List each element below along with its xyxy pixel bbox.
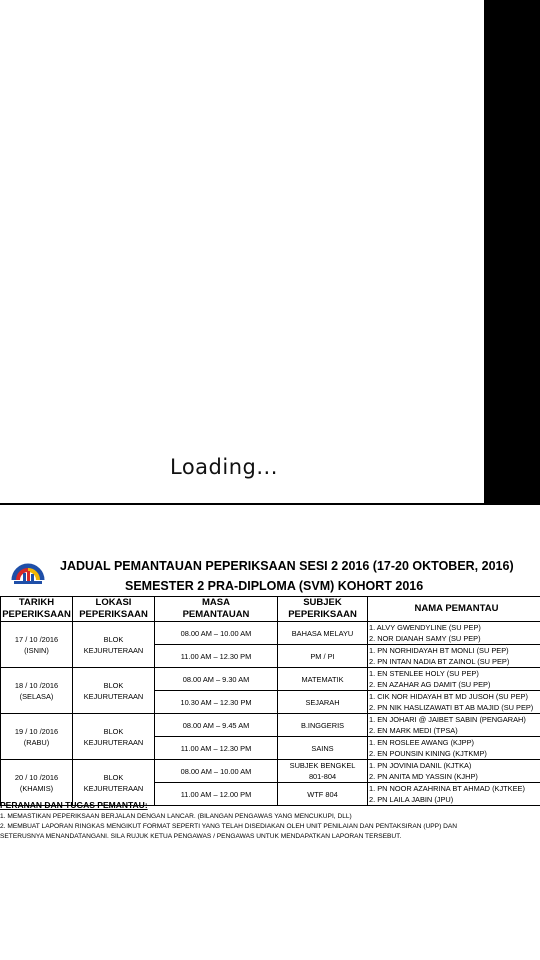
time-cell: 11.00 AM – 12.00 PM <box>155 783 278 806</box>
loading-text: Loading... <box>170 455 278 479</box>
date-cell: 18 / 10 /2016 (SELASA) <box>1 668 73 714</box>
duty-item: 2. MEMBUAT LAPORAN RINGKAS MENGIKUT FORMAT SEPERTI YANG TELAH DISEDIAKAN OLEH UNIT PENILAIAN DAN PENTAKSIRAN (UPP) DAN <box>0 823 458 830</box>
table-row <box>1 760 540 783</box>
table-row <box>1 622 540 645</box>
schedule-subtitle: SEMESTER 2 PRA-DIPLOMA (SVM) KOHORT 2016 <box>125 579 424 593</box>
monitor-cell: 1. EN JOHARI @ JAIBET SABIN (PENGARAH) 2. EN MARK MEDI (TPSA) <box>368 714 540 737</box>
schedule-title: JADUAL PEMANTAUAN PEPERIKSAAN SESI 2 2016 (17-20 OKTOBER, 2016) <box>60 559 514 573</box>
divider-line <box>0 503 540 505</box>
header-lokasi: LOKASI PEPERIKSAAN <box>73 597 155 622</box>
duty-item: SETERUSNYA MENANDATANGANI. SILA RUJUK KETUA PENGAWAS / PENGAWAS UNTUK MENDAPATKAN LAPORAN TERSEBUT. <box>0 833 402 840</box>
time-cell: 08.00 AM – 9.30 AM <box>155 668 278 691</box>
monitor-cell: 1. EN STENLEE HOLY (SU PEP) 2. EN AZAHAR AG DAMIT (SU PEP) <box>368 668 540 691</box>
monitor-cell: 1. ALVY GWENDYLINE (SU PEP) 2. NOR DIANAH SAMY (SU PEP) <box>368 622 540 645</box>
monitor-cell: 1. PN NORHIDAYAH BT MONLI (SU PEP) 2. PN INTAN NADIA BT ZAINOL (SU PEP) <box>368 645 540 668</box>
header-subjek: SUBJEK PEPERIKSAAN <box>278 597 368 622</box>
time-cell: 08.00 AM – 9.45 AM <box>155 714 278 737</box>
time-cell: 11.00 AM – 12.30 PM <box>155 737 278 760</box>
subject-cell: BAHASA MELAYU <box>278 622 368 645</box>
subject-cell: SEJARAH <box>278 691 368 714</box>
duty-item: 1. MEMASTIKAN PEPERIKSAAN BERJALAN DENGAN LANCAR. (BILANGAN PENGAWAS YANG MENCUKUPI, DLL) <box>0 813 352 820</box>
time-cell: 08.00 AM – 10.00 AM <box>155 760 278 783</box>
table-row <box>1 668 540 691</box>
monitor-cell: 1. CIK NOR HIDAYAH BT MD JUSOH (SU PEP) 2. PN NIK HASLIZAWATI BT AB MAJID (SU PEP) <box>368 691 540 714</box>
header-nama-pemantau: NAMA PEMANTAU <box>368 597 540 622</box>
subject-cell: B.INGGERIS <box>278 714 368 737</box>
time-cell: 11.00 AM – 12.30 PM <box>155 645 278 668</box>
subject-cell: PM / PI <box>278 645 368 668</box>
monitor-cell: 1. PN JOVINIA DANIL (KJTKA) 2. PN ANITA MD YASSIN (KJHP) <box>368 760 540 783</box>
monitor-cell: 1. EN ROSLEE AWANG (KJPP) 2. EN POUNSIN KINING (KJTKMP) <box>368 737 540 760</box>
date-cell: 20 / 10 /2016 (KHAMIS) <box>1 760 73 806</box>
subject-cell: WTF 804 <box>278 783 368 806</box>
location-cell: BLOK KEJURUTERAAN <box>73 714 155 760</box>
schedule-table <box>0 596 540 806</box>
header-tarikh: TARIKH PEPERIKSAAN <box>2 597 71 620</box>
date-cell: 17 / 10 /2016 (ISNIN) <box>1 622 73 668</box>
right-black-bar <box>484 0 540 503</box>
time-cell: 08.00 AM – 10.00 AM <box>155 622 278 645</box>
subject-cell: SAINS <box>278 737 368 760</box>
institution-logo-icon <box>10 558 46 588</box>
date-cell: 19 / 10 /2016 (RABU) <box>1 714 73 760</box>
location-cell: BLOK KEJURUTERAAN <box>73 622 155 668</box>
duties-section <box>0 800 540 842</box>
location-cell: BLOK KEJURUTERAAN <box>73 668 155 714</box>
table-header-row <box>1 597 540 622</box>
subject-cell: SUBJEK BENGKEL 801-804 <box>278 760 368 783</box>
header-masa: MASA PEMANTAUAN <box>155 597 278 622</box>
duties-heading: PERANAN DAN TUGAS PEMANTAU: <box>0 800 148 810</box>
loading-pane <box>0 0 484 503</box>
location-cell: BLOK KEJURUTERAAN <box>73 760 155 806</box>
table-row <box>1 714 540 737</box>
time-cell: 10.30 AM – 12.30 PM <box>155 691 278 714</box>
monitor-cell: 1. PN NOOR AZAHRINA BT AHMAD (KJTKEE) 2. PN LAILA JABIN (JPU) <box>368 783 540 806</box>
subject-cell: MATEMATIK <box>278 668 368 691</box>
